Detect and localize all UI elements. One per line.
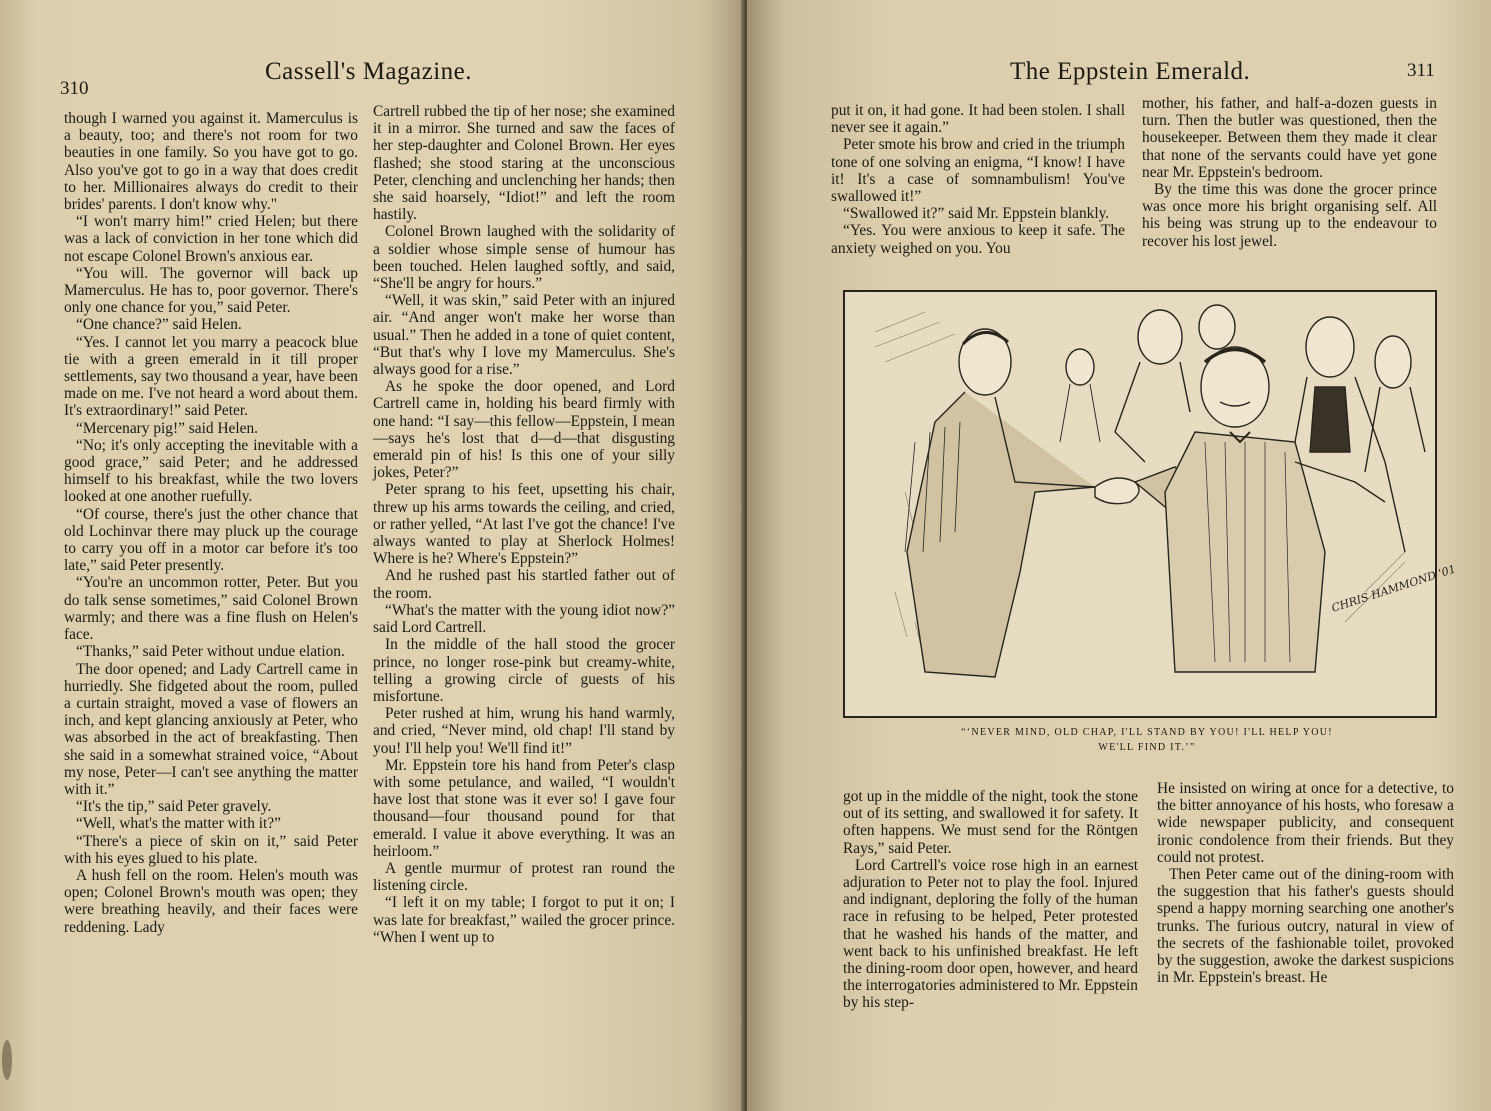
paragraph: put it on, it had gone. It had been stolen. I shall never see it again.” bbox=[831, 102, 1125, 137]
page-number-right: 311 bbox=[1407, 60, 1435, 81]
paragraph: He insisted on wiring at once for a detective, to the bitter annoyance of his hosts, who foresaw a wide newspaper publicity, and consequent ironic condolence from their friends. But they could not protest. bbox=[1157, 780, 1454, 866]
caption-line-1: “‘NEVER MIND, OLD CHAP, I'LL STAND BY YOU! I'LL HELP YOU! bbox=[961, 727, 1333, 738]
paragraph: “It's the tip,” said Peter gravely. bbox=[76, 798, 272, 816]
paragraph: As he spoke the door opened, and Lord Cartrell came in, holding his beard firmly with one hand: “I say—this fellow—Eppstein, I mean—says he's lost that d—d—that disgusting emerald pin of his! Is this one of your silly jokes, Peter?” bbox=[373, 378, 675, 482]
paragraph: “Well, it was skin,” said Peter with an injured air. “And anger won't make her worse than usual.” Then he added in a tone of quiet content, “But that's why I love my Mamerculus. She's always good for a rise.” bbox=[373, 292, 675, 379]
running-head-left: Cassell's Magazine. bbox=[265, 58, 473, 85]
paragraph: Mr. Eppstein tore his hand from Peter's clasp with some petulance, and wailed, “I wouldn't have lost that stone was it ever so! I gave four thousand—four thousand pound for that emerald. I value it above everything. It was an heirloom.” bbox=[373, 756, 675, 860]
paragraph: By the time this was done the grocer prince was once more his bright organising self. All his being was strung up to the endeavour to recover his lost jewel. bbox=[1142, 181, 1437, 250]
paragraph: “Thanks,” said Peter without undue elation. bbox=[76, 643, 345, 661]
paragraph: “Of course, there's just the other chance that old Lochinvar there may pluck up the courage to carry you off in a motor car before it's too late,” said Peter presently. bbox=[64, 505, 358, 575]
paragraph: “Swallowed it?” said Mr. Eppstein blankly. bbox=[843, 205, 1110, 223]
paragraph: “I won't marry him!” cried Helen; but there was a lack of conviction in her tone which did not escape Colonel Brown's anxious ear. bbox=[64, 213, 358, 265]
paragraph: Then Peter came out of the dining-room with the suggestion that his father's guests should spend a happy morning searching one another's trunks. The furious outcry, natural in view of the secrets of the fashionable toilet, provoked by the suggestion, awoke the darkest suspicions in Mr. Eppstein's breast. He bbox=[1157, 866, 1454, 987]
right-column-2-top bbox=[1142, 95, 1437, 250]
paragraph: though I warned you against it. Mamerculus is a beauty, too; and there's not room for two beauties in one family. So you have got to go. Also you've got to go in a way that does credit to her. Millionaires always do credit to their brides' parents. I don't know why." bbox=[64, 110, 358, 214]
illustration-caption bbox=[927, 725, 1367, 755]
paragraph: Colonel Brown laughed with the solidarity of a soldier whose simple sense of humour has been touched. Helen laughed softly, and said, “She'll be angry for hours.” bbox=[373, 223, 675, 293]
paragraph: “You're an uncommon rotter, Peter. But you do talk sense sometimes,” said Colonel Brown warmly; and there was a fine flush on Helen's face. bbox=[64, 574, 358, 644]
right-column-2-bottom bbox=[1157, 780, 1454, 986]
caption-line-2: WE'LL FIND IT.’” bbox=[1098, 742, 1196, 753]
running-head-right: The Eppstein Emerald. bbox=[1010, 58, 1251, 85]
left-column-1 bbox=[64, 110, 358, 936]
paragraph: mother, his father, and half-a-dozen guests in turn. Then the butler was questioned, then the housekeeper. Between them they made it clear that none of the servants could have yet gone near Mr. Eppstein's bedroom. bbox=[1142, 95, 1437, 181]
paragraph: “Yes. You were anxious to keep it safe. The anxiety weighed on you. You bbox=[831, 222, 1125, 257]
illustration-drawing bbox=[845, 292, 1458, 716]
paragraph: The door opened; and Lady Cartrell came in hurriedly. She fidgeted about the room, pulled a curtain straight, moved a vase of flowers an inch, and kept glancing anxiously at Peter, who was absorbed in the act of breakfasting. Then she said in a somewhat strained voice, “About my nose, Peter—I can't see anything the matter with it.” bbox=[64, 660, 358, 798]
paragraph: “I left it on my table; I forgot to put it on; I was late for breakfast,” wailed the grocer prince. “When I went up to bbox=[373, 894, 675, 946]
right-column-1-bottom bbox=[843, 788, 1138, 1012]
paragraph: And he rushed past his startled father out of the room. bbox=[373, 567, 675, 602]
page-number-left: 310 bbox=[60, 78, 89, 99]
right-page bbox=[747, 0, 1491, 1111]
paragraph: Lord Cartrell's voice rose high in an earnest adjuration to Peter not to play the fool. Injured and indignant, deploring the folly of the human race in refusing to be helped, Peter protested that he washed his hands of the matter, and went back to his unfinished breakfast. He left the dining-room door open, however, and heard the interrogatories administered to Mr. Eppstein by his step- bbox=[843, 856, 1138, 1012]
story-illustration bbox=[843, 290, 1458, 718]
paragraph: “One chance?” said Helen. bbox=[76, 316, 242, 334]
paragraph: “Well, what's the matter with it?” bbox=[76, 815, 281, 833]
left-column-2 bbox=[373, 103, 675, 946]
paragraph: “Yes. I cannot let you marry a peacock blue tie with a green emerald in it till proper settlements, say two thousand a year, have been made on me. I've not heard a word about them. It's extraordinary!” said Peter. bbox=[64, 333, 358, 420]
paragraph: A gentle murmur of protest ran round the listening circle. bbox=[373, 859, 675, 895]
paragraph: Peter sprang to his feet, upsetting his chair, threw up his arms towards the ceiling, and cried, or rather yelled, “At last I've got the chance! I've always wanted to play at Sherlock Holmes! Where is he? Where's Eppstein?” bbox=[373, 481, 675, 568]
artist-signature: CHRIS HAMMOND '01 bbox=[1329, 562, 1458, 615]
paragraph: Peter smote his brow and cried in the triumph tone of one solving an enigma, “I know! I have it! It's a case of somnambulism! You've swallowed it!” bbox=[831, 136, 1125, 206]
paragraph: “No; it's only accepting the inevitable with a good grace,” said Peter; and he addressed himself to his breakfast, while the two lovers looked at one another ruefully. bbox=[64, 436, 358, 506]
paragraph: Peter rushed at him, wrung his hand warmly, and cried, “Never mind, old chap! I'll stand by you! I'll help you! We'll find it!” bbox=[373, 705, 675, 757]
right-column-1-top bbox=[831, 102, 1125, 257]
paragraph: got up in the middle of the night, took the stone out of its setting, and swallowed it for safety. It often happens. We must send for the Röntgen Rays,” said Peter. bbox=[843, 788, 1138, 857]
page-edge-mark bbox=[2, 1040, 12, 1080]
paragraph: In the middle of the hall stood the grocer prince, no longer rose-pink but creamy-white, telling a growing circle of guests of his misfortune. bbox=[373, 636, 675, 705]
left-page bbox=[0, 0, 745, 1111]
paragraph: “There's a piece of skin on it,” said Peter with his eyes glued to his plate. bbox=[64, 832, 358, 867]
paragraph: “What's the matter with the young idiot now?” said Lord Cartrell. bbox=[373, 601, 675, 637]
paragraph: A hush fell on the room. Helen's mouth was open; Colonel Brown's mouth was open; they were breathing heavily, and their faces were reddening. Lady bbox=[64, 866, 358, 936]
paragraph: “Mercenary pig!” said Helen. bbox=[76, 419, 259, 437]
paragraph: “You will. The governor will back up Mamerculus. He has to, poor governor. There's only one chance for you,” said Peter. bbox=[64, 264, 358, 317]
paragraph: Cartrell rubbed the tip of her nose; she examined it in a mirror. She turned and saw the faces of her step-daughter and Colonel Brown. Her eyes flashed; she stood staring at the unconscious Peter, clenching and unclenching her hands; then she said hoarsely, “Idiot!” and left the room hastily. bbox=[373, 103, 675, 224]
